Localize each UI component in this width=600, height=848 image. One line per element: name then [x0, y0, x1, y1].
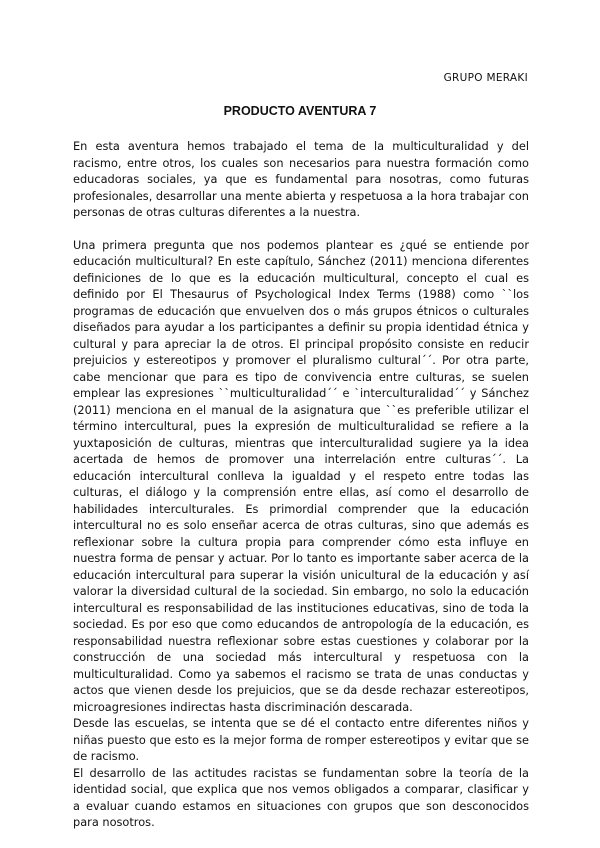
paragraph-intro: En esta aventura hemos trabajado el tema de la multiculturalidad y del racismo, entre otros, los cuales son necesarios para nuestra formación como educadoras sociales, ya que es fundamental para nosotras, como futuras profesionales, desarrollar una mente abierta y respetuosa a la hora trabajar con personas de otras culturas diferentes a la nuestra.	[73, 139, 529, 219]
paragraph-identity: El desarrollo de las actitudes racistas se fundamentan sobre la teoría de la identidad social, que explica que nos vemos obligados a comparar, clasificar y a evaluar cuando estamos en situaciones con grupos que son desconocidos para nosotros.	[73, 765, 529, 829]
document-body	[73, 138, 529, 831]
page-title: PRODUCTO AVENTURA 7	[223, 104, 377, 118]
paragraph-main: Una primera pregunta que nos podemos plantear es ¿qué se entiende por educación multicultural? En este capítulo, Sánchez (2011) menciona diferentes definiciones de lo que es la educación multicultural, concepto el cual es definido por El Thesaurus of Psychological Index Terms (1988) como ``los programas de educación que envuelven dos o más grupos étnicos o culturales diseñados para ayudar a los participantes a definir su propia identidad étnica y cultural y para apreciar la de otros. El principal propósito consiste en reducir prejuicios y estereotipos y promover el pluralismo cultural´´. Por otra parte, cabe mencionar que para es tipo de convivencia entre culturas, se suelen emplear las expresiones ``multiculturalidad´´ e `interculturalidad´´ y Sánchez (2011) menciona en el manual de la asignatura que ``es preferible utilizar el término intercultural, pues la expresión de multiculturalidad se refiere a la yuxtaposición de culturas, mientras que interculturalidad sugiere ya la idea acertada de hemos de promover una interrelación entre culturas´´. La educación intercultural conlleva la igualdad y el respeto entre todas las culturas, el diálogo y la comprensión entre ellas, así como el desarrollo de habilidades interculturales. Es primordial comprender que la educación intercultural no es solo enseñar acerca de otras culturas, sino que además es reflexionar sobre la cultura propia para comprender cómo esta influye en nuestra forma de pensar y actuar. Por lo tanto es importante saber acerca de la educación intercultural para superar la visión unicultural de la educación y así valorar la diversidad cultural de la sociedad. Sin embargo, no solo la educación intercultural es responsabilidad de las instituciones educativas, sino de toda la sociedad. Es por eso que como educandos de antropología de la educación, es responsabilidad nuestra reflexionar sobre estas cuestiones y colaborar por la construcción de una sociedad más intercultural y respetuosa con la multiculturalidad. Como ya sabemos el racismo se trata de unas conductas y actos que vienen desde los prejuicios, que se da desde rechazar estereotipos, microagresiones indirectas hasta discriminación descarada.	[73, 237, 529, 714]
paragraph-spacer	[73, 221, 529, 237]
group-name-header: GRUPO MERAKI	[443, 72, 528, 84]
paragraph-schools: Desde las escuelas, se intenta que se dé el contacto entre diferentes niños y niñas puesto que esto es la mejor forma de romper estereotipos y evitar que se de racismo.	[73, 716, 529, 763]
